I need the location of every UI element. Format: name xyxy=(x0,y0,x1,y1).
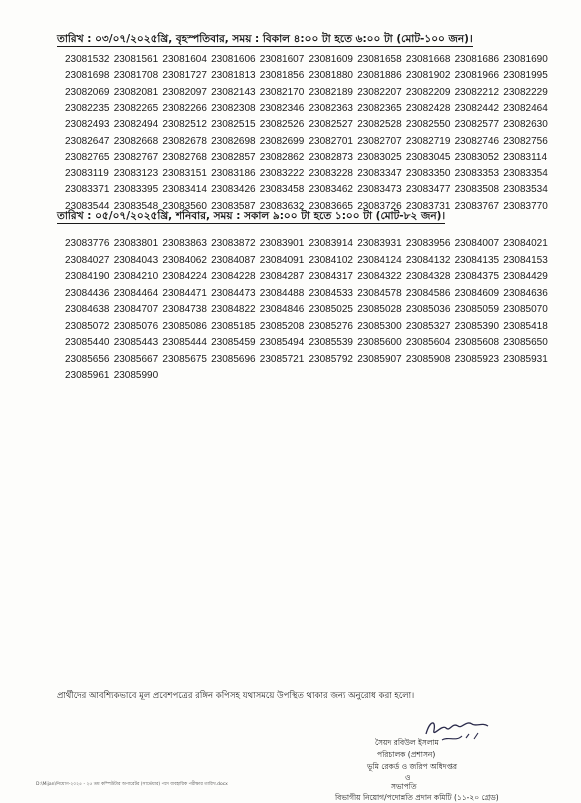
roll-number: 23083534 xyxy=(503,184,548,196)
roll-number: 23082266 xyxy=(162,102,207,114)
roll-number: 23085390 xyxy=(454,320,500,332)
roll-number: 23083863 xyxy=(162,238,207,249)
roll-number: 23083052 xyxy=(454,151,500,163)
roll-number: 23082493 xyxy=(65,119,110,131)
roll-number: 23082857 xyxy=(211,151,256,163)
roll-number: 23084488 xyxy=(259,287,305,299)
roll-number: 23085990 xyxy=(113,370,159,381)
roll-number: 23084190 xyxy=(65,271,110,282)
roll-number: 23084707 xyxy=(113,304,159,315)
roll-number: 23085440 xyxy=(65,337,110,348)
roll-number: 23082767 xyxy=(113,151,159,163)
schedule-2-header: তারিখ : ০৫/০৭/২০২৫খ্রি, শনিবার, সময় : সকাল ৯:০০ টা হতে ১:০০ টা (মোট-৮২ জন)। xyxy=(57,210,446,222)
roll-number: 23084328 xyxy=(405,271,451,282)
roll-number: 23085675 xyxy=(162,353,207,365)
roll-number: 23081727 xyxy=(162,70,207,82)
roll-number: 23085300 xyxy=(357,320,402,332)
roll-number: 23083477 xyxy=(405,184,451,196)
roll-number: 23085185 xyxy=(211,320,256,332)
roll-number: 23082209 xyxy=(405,86,451,98)
roll-number: 23083186 xyxy=(211,168,256,180)
roll-number: 23081698 xyxy=(65,70,110,82)
roll-number: 23084846 xyxy=(259,304,305,315)
roll-number: 23082097 xyxy=(162,86,207,98)
roll-number: 23082170 xyxy=(259,86,305,98)
roll-number: 23084043 xyxy=(113,254,159,266)
roll-number: 23082212 xyxy=(454,86,500,98)
roll-number: 23084471 xyxy=(162,287,207,299)
roll-number: 23083114 xyxy=(503,151,548,163)
roll-number: 23083914 xyxy=(308,238,353,249)
roll-number: 23083462 xyxy=(308,184,353,196)
roll-number: 23082428 xyxy=(405,102,451,114)
roll-number: 23085539 xyxy=(308,337,353,348)
roll-number: 23082862 xyxy=(259,151,305,163)
signatory-name: সৈয়দ রবিউল ইসলাম xyxy=(375,738,439,747)
roll-number: 23085961 xyxy=(65,370,110,381)
roll-number: 23085650 xyxy=(503,337,548,348)
roll-number: 23085908 xyxy=(405,353,451,365)
roll-number: 23083426 xyxy=(211,184,256,196)
signatory-role: সভাপতি xyxy=(391,782,417,791)
roll-number: 23082442 xyxy=(454,102,500,114)
roll-number: 23081880 xyxy=(308,70,353,82)
roll-number: 23084375 xyxy=(454,271,500,282)
roll-number: 23083548 xyxy=(113,200,159,212)
roll-number: 23083119 xyxy=(65,168,109,180)
roll-number: 23082526 xyxy=(259,119,305,131)
signatory-committee: বিভাগীয় নিয়োগ/পদোন্নতি প্রদান কমিটি (১১-২০ গ্রেড) xyxy=(335,793,499,802)
roll-number: 23083776 xyxy=(65,238,110,249)
roll-number: 23083665 xyxy=(308,200,353,212)
roll-number: 23082464 xyxy=(503,102,548,114)
roll-number: 23084135 xyxy=(454,254,500,266)
roll-number: 23085443 xyxy=(113,337,159,348)
roll-number: 23082308 xyxy=(211,102,256,114)
roll-number: 23083045 xyxy=(405,151,451,163)
roll-number: 23083123 xyxy=(113,168,159,180)
roll-number: 23081886 xyxy=(357,70,402,82)
roll-number: 23084027 xyxy=(65,254,110,266)
roll-number: 23085327 xyxy=(405,320,451,332)
roll-number: 23084473 xyxy=(211,287,256,299)
roll-number: 23081606 xyxy=(211,54,256,65)
roll-number: 23082630 xyxy=(503,119,548,131)
roll-number: 23082707 xyxy=(357,135,402,147)
roll-number: 23082235 xyxy=(65,102,110,114)
roll-number: 23082668 xyxy=(113,135,159,147)
roll-number: 23083353 xyxy=(454,168,500,180)
roll-number: 23082701 xyxy=(308,135,353,147)
roll-number: 23083508 xyxy=(454,184,500,196)
roll-number: 23085028 xyxy=(357,304,402,315)
roll-number: 23082768 xyxy=(162,151,207,163)
signatory-designation: পরিচালক (প্রশাসন) xyxy=(377,750,436,759)
roll-number: 23085276 xyxy=(308,320,353,332)
roll-number: 23083354 xyxy=(503,168,548,180)
roll-number: 23082765 xyxy=(65,151,110,163)
roll-number: 23084609 xyxy=(454,287,500,299)
file-path-footer: D:\Mijan\নিয়োগ-২০২৫ - ২৫ তম কম্পিউটার অপারেটর (সার্ভেয়ার) পদে ব্যবহারিক পরীক্ষার তারিখ.docx xyxy=(36,782,228,787)
roll-number: 23082678 xyxy=(162,135,207,147)
roll-number: 23083560 xyxy=(162,200,207,212)
roll-number: 23084287 xyxy=(259,271,305,282)
roll-number: 23085494 xyxy=(259,337,305,348)
roll-number: 23084124 xyxy=(357,254,402,266)
roll-number: 23085059 xyxy=(454,304,500,315)
roll-number: 23084436 xyxy=(65,287,110,299)
signatory-office: ভূমি রেকর্ড ও জরিপ অধিদপ্তর xyxy=(367,762,458,771)
roll-number: 23083458 xyxy=(259,184,305,196)
roll-number: 23084021 xyxy=(503,238,548,249)
roll-number: 23085608 xyxy=(454,337,500,348)
roll-number: 23081561 xyxy=(113,54,159,65)
roll-number: 23083222 xyxy=(259,168,305,180)
roll-number: 23085208 xyxy=(259,320,305,332)
roll-number: 23084102 xyxy=(308,254,353,266)
roll-number: 23082143 xyxy=(211,86,256,98)
roll-number: 23085696 xyxy=(211,353,256,365)
roll-number: 23081668 xyxy=(405,54,451,65)
roll-number: 23084578 xyxy=(357,287,402,299)
roll-number: 23083347 xyxy=(357,168,402,180)
roll-number: 23083025 xyxy=(357,151,402,163)
roll-number: 23083414 xyxy=(162,184,207,196)
roll-number: 23084224 xyxy=(162,271,207,282)
roll-number: 23083770 xyxy=(503,200,548,212)
roll-number: 23085721 xyxy=(259,353,305,365)
roll-number: 23082346 xyxy=(259,102,305,114)
roll-number: 23084132 xyxy=(405,254,451,266)
roll-number: 23083767 xyxy=(454,200,500,212)
roll-number: 23083544 xyxy=(65,200,110,212)
roll-number: 23084738 xyxy=(162,304,207,315)
roll-number: 23084228 xyxy=(211,271,256,282)
roll-number: 23083632 xyxy=(259,200,305,212)
roll-number: 23085444 xyxy=(162,337,207,348)
roll-number: 23081658 xyxy=(357,54,402,65)
roll-number: 23081607 xyxy=(259,54,305,65)
schedule-1-header: তারিখ : ০৩/০৭/২০২৫খ্রি, বৃহস্পতিবার, সময় : বিকাল ৪:০০ টা হতে ৬:০০ টা (মোট-১০০ জন)। xyxy=(57,33,473,45)
roll-number: 23084153 xyxy=(503,254,548,266)
roll-number: 23084087 xyxy=(211,254,256,266)
roll-number: 23085418 xyxy=(503,320,548,332)
roll-number: 23081966 xyxy=(454,70,500,82)
roll-number: 23082550 xyxy=(405,119,451,131)
roll-number: 23081604 xyxy=(162,54,207,65)
roll-number: 23082577 xyxy=(454,119,500,131)
roll-number: 23084636 xyxy=(503,287,548,299)
roll-number: 23083731 xyxy=(405,200,451,212)
roll-number: 23082069 xyxy=(65,86,110,98)
roll-number: 23085792 xyxy=(308,353,353,365)
roll-number: 23084091 xyxy=(259,254,305,266)
roll-number: 23084322 xyxy=(357,271,402,282)
roll-number: 23082527 xyxy=(308,119,353,131)
roll-number: 23085076 xyxy=(113,320,159,332)
roll-number: 23081686 xyxy=(454,54,500,65)
roll-number: 23083228 xyxy=(308,168,353,180)
roll-number: 23085072 xyxy=(65,320,110,332)
roll-number: 23082699 xyxy=(259,135,305,147)
roll-number: 23084007 xyxy=(454,238,500,249)
roll-number: 23082528 xyxy=(357,119,402,131)
roll-number: 23084822 xyxy=(211,304,256,315)
roll-number: 23082512 xyxy=(162,119,207,131)
roll-number: 23083872 xyxy=(211,238,256,249)
roll-number: 23083726 xyxy=(357,200,402,212)
roll-number: 23082873 xyxy=(308,151,353,163)
roll-number: 23082189 xyxy=(308,86,353,98)
roll-number: 23083371 xyxy=(65,184,110,196)
roll-number: 23084638 xyxy=(65,304,110,315)
roll-number: 23081902 xyxy=(405,70,451,82)
roll-number: 23082207 xyxy=(357,86,402,98)
roll-number: 23085070 xyxy=(503,304,548,315)
roll-number: 23081995 xyxy=(503,70,548,82)
roll-number: 23081609 xyxy=(308,54,353,65)
roll-number: 23082081 xyxy=(113,86,159,98)
roll-number: 23082647 xyxy=(65,135,110,147)
roll-number: 23083931 xyxy=(357,238,402,249)
roll-number: 23084586 xyxy=(405,287,451,299)
roll-number: 23082494 xyxy=(113,119,159,131)
roll-number: 23084533 xyxy=(308,287,353,299)
roll-number: 23083350 xyxy=(405,168,451,180)
roll-number: 23085604 xyxy=(405,337,451,348)
roll-number: 23084317 xyxy=(308,271,353,282)
roll-number: 23085459 xyxy=(211,337,256,348)
roll-number: 23085036 xyxy=(405,304,451,315)
roll-number: 23082365 xyxy=(357,102,402,114)
roll-number: 23081856 xyxy=(259,70,305,82)
instruction-note: প্রার্থীদের আবশ্যিকভাবে মূল প্রবেশপত্রের রঙ্গিন কপিসহ যথাসময়ে উপস্থিত থাকার জন্য অনুরোধ করা হলো। xyxy=(57,691,415,701)
roll-number: 23085931 xyxy=(503,353,548,365)
roll-number: 23085025 xyxy=(308,304,353,315)
roll-number: 23083395 xyxy=(113,184,159,196)
roll-number: 23085600 xyxy=(357,337,402,348)
roll-number: 23083901 xyxy=(259,238,305,249)
roll-number: 23082719 xyxy=(405,135,451,147)
roll-number: 23082515 xyxy=(211,119,256,131)
roll-number: 23081690 xyxy=(503,54,548,65)
roll-number: 23084429 xyxy=(503,271,548,282)
roll-number: 23082698 xyxy=(211,135,256,147)
roll-number: 23085907 xyxy=(357,353,402,365)
roll-number: 23082756 xyxy=(503,135,548,147)
roll-number: 23082229 xyxy=(503,86,548,98)
roll-number: 23083151 xyxy=(162,168,207,180)
roll-number: 23084062 xyxy=(162,254,207,266)
signatory-conjunction: ও xyxy=(405,773,411,782)
roll-number: 23083473 xyxy=(357,184,402,196)
roll-number: 23084210 xyxy=(113,271,159,282)
roll-number: 23081708 xyxy=(113,70,159,82)
roll-number: 23082363 xyxy=(308,102,353,114)
roll-number: 23081813 xyxy=(211,70,256,82)
roll-number: 23084464 xyxy=(113,287,159,299)
roll-number: 23085923 xyxy=(454,353,500,365)
roll-number: 23083801 xyxy=(113,238,159,249)
roll-number: 23082746 xyxy=(454,135,500,147)
roll-number: 23085086 xyxy=(162,320,207,332)
roll-number: 23083956 xyxy=(405,238,451,249)
roll-number: 23083587 xyxy=(211,200,256,212)
roll-number: 23085656 xyxy=(65,353,110,365)
roll-number: 23085667 xyxy=(113,353,159,365)
roll-number: 23082265 xyxy=(113,102,159,114)
roll-number: 23081532 xyxy=(65,54,110,65)
